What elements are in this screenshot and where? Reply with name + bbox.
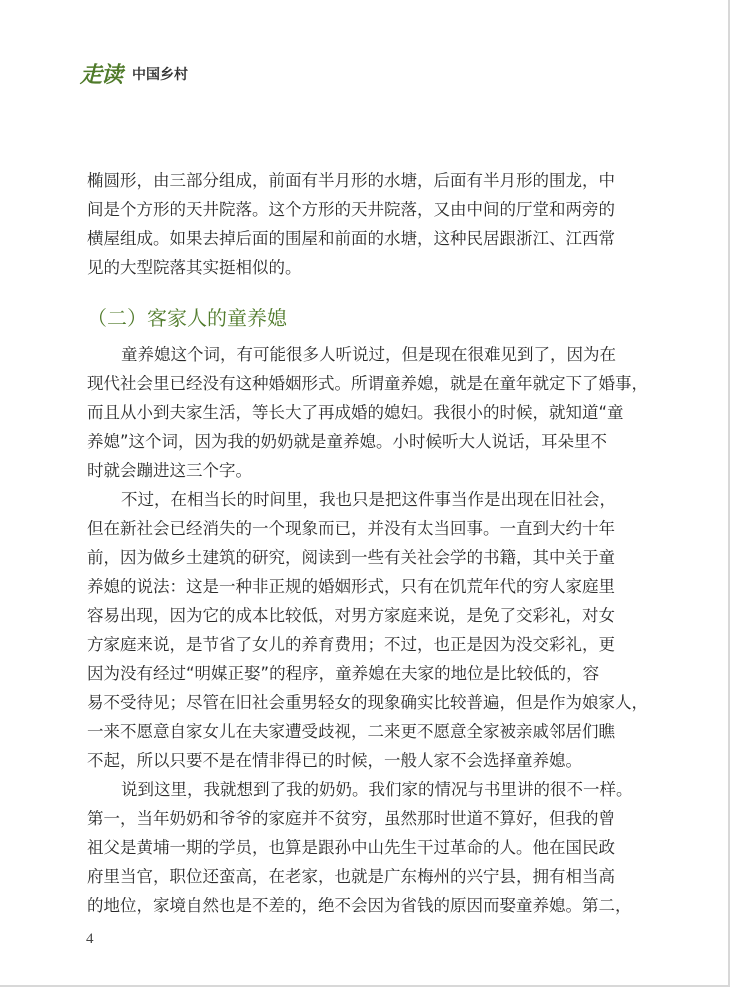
text-line: 间是个方形的天井院落。这个方形的天井院落，又由中间的厅堂和两旁的 [87,200,615,219]
text-line: 祖父是黄埔一期的学员，也算是跟孙中山先生干过革命的人。他在国民政 [87,838,615,857]
text-line: 不过，在相当长的时间里，我也只是把这件事当作是出现在旧社会， [121,490,616,509]
paragraph [87,340,648,485]
text-line: 前，因为做乡土建筑的研究，阅读到一些有关社会学的书籍，其中关于童 [87,548,615,567]
paragraph-continued [87,166,615,282]
paragraph [87,485,648,775]
text-line: 现代社会里已经没有这种婚姻形式。所谓童养媳，就是在童年就定下了婚事， [87,374,648,393]
text-line: 易不受待见；尽管在旧社会重男轻女的现象确实比较普遍，但是作为娘家人， [87,693,648,712]
text-line: 童养媳这个词，有可能很多人听说过，但是现在很难见到了，因为在 [121,345,616,364]
text-line: 养媳”这个词，因为我的奶奶就是童养媳。小时候听大人说话，耳朵里不 [87,432,608,451]
text-line: 的地位，家境自然也是不差的，绝不会因为省钱的原因而娶童养媳。第二， [87,896,632,915]
text-line: 时就会蹦进这三个字。 [87,461,252,480]
text-line: 府里当官，职位还蛮高，在老家，也就是广东梅州的兴宁县，拥有相当高 [87,867,615,886]
text-line: 第一，当年奶奶和爷爷的家庭并不贫穷，虽然那时世道不算好，但我的曾 [87,809,615,828]
page-number: 4 [86,931,94,947]
running-header [80,58,188,89]
text-line: 横屋组成。如果去掉后面的围屋和前面的水塘，这种民居跟浙江、江西常 [87,229,615,248]
series-logo: 走读 [80,62,123,88]
section-gap [87,282,561,296]
text-line: 但在新社会已经消失的一个现象而已，并没有太当回事。一直到大约十年 [87,519,615,538]
paragraph [87,166,615,282]
paragraph [87,775,633,920]
page-body [87,166,648,920]
text-line: 因为没有经过“明媒正娶”的程序，童养媳在夫家的地位是比较低的，容 [87,664,600,683]
series-title: 中国乡村 [132,66,189,83]
section-heading: （二）客家人的童养媳 [87,306,287,330]
text-line: 而且从小到夫家生活，等长大了再成婚的媳妇。我很小的时候，就知道“童 [87,403,624,422]
text-line: 容易出现，因为它的成本比较低，对男方家庭来说，是免了交彩礼，对女 [87,606,615,625]
text-line: 说到这里，我就想到了我的奶奶。我们家的情况与书里讲的很不一样。 [121,780,633,799]
text-line: 一来不愿意自家女儿在夫家遭受歧视，二来更不愿意全家被亲戚邻居们瞧 [87,722,615,741]
text-line: 养媳的说法：这是一种非正规的婚姻形式，只有在饥荒年代的穷人家庭里 [87,577,615,596]
text-line: 方家庭来说，是节省了女儿的养育费用；不过，也正是因为没交彩礼，更 [87,635,615,654]
section-body [87,340,648,920]
text-line: 见的大型院落其实挺相似的。 [87,258,302,277]
text-line: 不起，所以只要不是在情非得已的时候，一般人家不会选择童养媳。 [87,751,582,770]
text-line: 椭圆形，由三部分组成，前面有半月形的水塘，后面有半月形的围龙，中 [87,171,615,190]
